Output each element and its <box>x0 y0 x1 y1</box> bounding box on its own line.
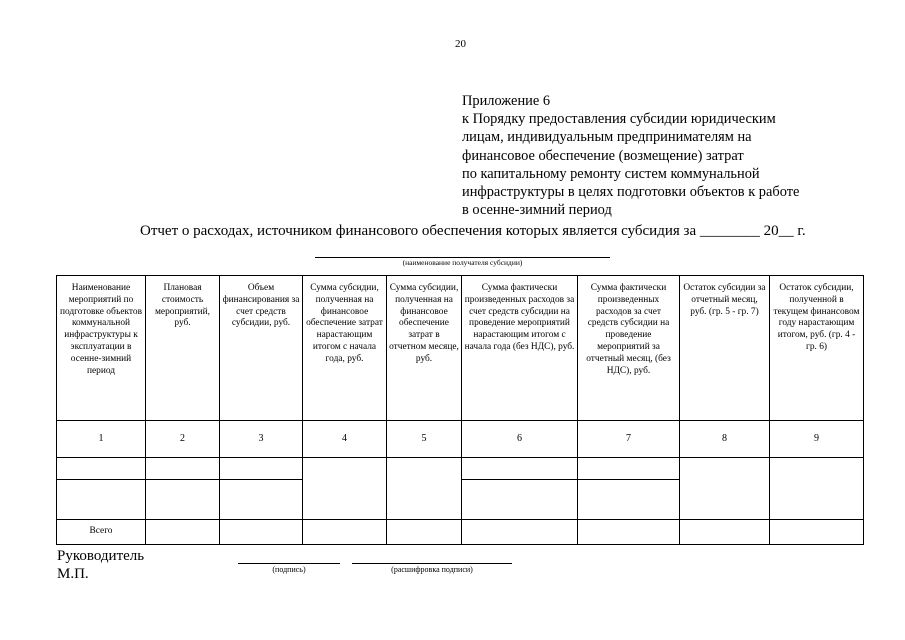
annex-line: финансовое обеспечение (возмещение) затрат <box>462 147 744 164</box>
column-number: 5 <box>387 421 462 458</box>
annex-heading <box>462 92 882 219</box>
page-number: 20 <box>455 38 466 50</box>
table-cell <box>146 480 220 520</box>
table-row <box>57 458 864 480</box>
report-table <box>56 275 864 545</box>
column-number: 1 <box>57 421 146 458</box>
table-cell <box>578 458 680 480</box>
column-number: 7 <box>578 421 680 458</box>
total-row <box>57 520 864 545</box>
column-number-row <box>57 421 864 458</box>
table-cell <box>303 520 387 545</box>
signature-decode-line <box>352 563 512 564</box>
column-header: Сумма субсидии, полученная на финансовое обеспечение затрат нарастающим итогом с начала года, руб. <box>303 276 387 421</box>
column-number: 4 <box>303 421 387 458</box>
table-cell <box>770 458 864 520</box>
column-number: 9 <box>770 421 864 458</box>
signatory-title: Руководитель <box>57 548 145 564</box>
column-number: 6 <box>462 421 578 458</box>
column-header: Объем финансирования за счет средств субсидии, руб. <box>220 276 303 421</box>
column-header: Плановая стоимость мероприятий, руб. <box>146 276 220 421</box>
table-cell <box>578 520 680 545</box>
signature-decode-caption: (расшифровка подписи) <box>391 565 473 574</box>
annex-line: к Порядку предоставления субсидии юридическим <box>462 111 776 128</box>
stamp-placeholder: М.П. <box>57 566 89 582</box>
table-cell <box>462 458 578 480</box>
recipient-name-caption: (наименование получателя субсидии) <box>402 258 523 267</box>
column-number: 3 <box>220 421 303 458</box>
table-cell <box>146 458 220 480</box>
table-cell <box>57 458 146 480</box>
column-header: Сумма фактически произведенных расходов за счет средств субсидии на проведение мероприятий нарастающим итогом с начала года (без НДС), руб. <box>462 276 578 421</box>
table-header-row <box>57 276 864 421</box>
column-header: Сумма субсидии, полученная на финансовое обеспечение затрат в отчетном месяце, руб. <box>387 276 462 421</box>
column-header: Остаток субсидии за отчетный месяц, руб. (гр. 5 - гр. 7) <box>680 276 770 421</box>
table-cell <box>220 520 303 545</box>
table-cell <box>387 458 462 520</box>
column-number: 8 <box>680 421 770 458</box>
table-cell <box>303 458 387 520</box>
column-header: Сумма фактически произведенных расходов за счет средств субсидии на проведение мероприятий за отчетный месяц, (без НДС), руб. <box>578 276 680 421</box>
table-cell <box>57 480 146 520</box>
table-cell <box>220 480 303 520</box>
table-cell <box>462 480 578 520</box>
annex-line: Приложение 6 <box>462 93 551 109</box>
table-cell <box>680 520 770 545</box>
column-header: Остаток субсидии, полученной в текущем финансовом году нарастающим итогом, руб. (гр. 4 - гр. 6) <box>770 276 864 421</box>
table-cell <box>220 458 303 480</box>
annex-line: инфраструктуры в целях подготовки объектов к работе <box>462 184 800 201</box>
table-cell <box>770 520 864 545</box>
annex-line: в осенне-зимний период <box>462 202 612 219</box>
table-cell <box>578 480 680 520</box>
column-header: Наименование мероприятий по подготовке объектов коммунальной инфраструктуры к эксплуатации в осенне-зимний период <box>57 276 146 421</box>
report-title: Отчет о расходах, источником финансового обеспечения которых является субсидия за ________ 20__ г. <box>140 223 806 239</box>
table-cell <box>680 458 770 520</box>
table-cell <box>146 520 220 545</box>
total-label: Всего <box>57 520 146 545</box>
signature-line <box>238 563 340 564</box>
table-cell <box>387 520 462 545</box>
column-number: 2 <box>146 421 220 458</box>
annex-line: лицам, индивидуальным предпринимателям на <box>462 129 752 146</box>
annex-line: по капитальному ремонту систем коммунальной <box>462 165 760 182</box>
table-cell <box>462 520 578 545</box>
signature-caption: (подпись) <box>272 565 306 574</box>
